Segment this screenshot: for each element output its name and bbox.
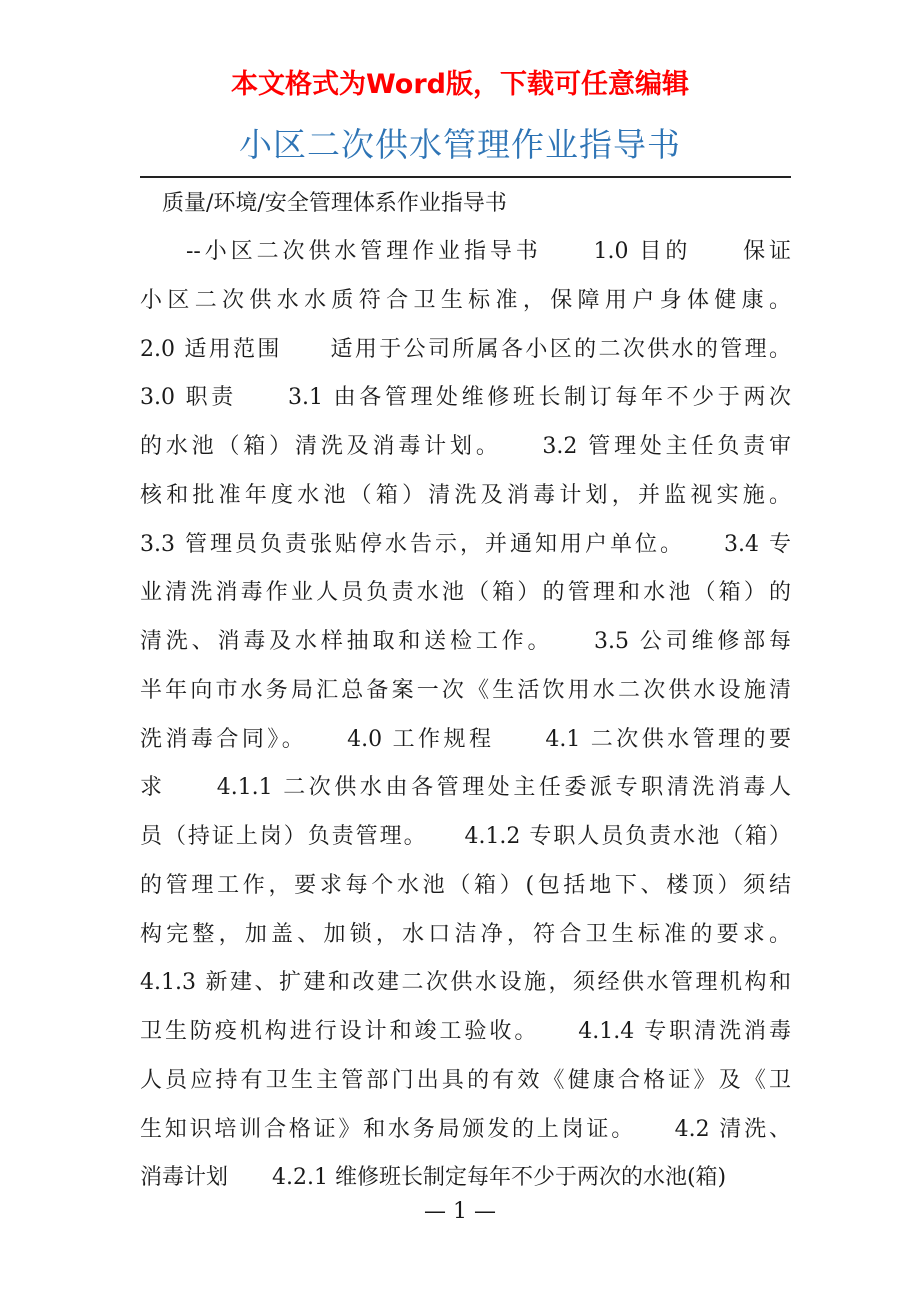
- body-line: 业清洗消毒作业人员负责水池（箱）的管理和水池（箱）的: [140, 580, 791, 606]
- document-title: 小区二次供水管理作业指导书: [239, 125, 681, 164]
- body-line: 2.0 适用范围 适用于公司所属各小区的二次供水的管理。: [140, 336, 791, 362]
- body-line: --小区二次供水管理作业指导书 1.0 目的 保证: [186, 239, 791, 264]
- format-notice-banner: 本文格式为Word版，下载可任意编辑: [230, 69, 689, 100]
- body-line: 核和批准年度水池（箱）清洗及消毒计划，并监视实施。: [140, 482, 791, 508]
- body-line: 清洗、消毒及水样抽取和送检工作。 3.5 公司维修部每: [140, 629, 791, 654]
- body-line: 半年向市水务局汇总备案一次《生活饮用水二次供水设施清: [140, 677, 791, 703]
- header-divider: [140, 176, 791, 178]
- body-line: 求 4.1.1 二次供水由各管理处主任委派专职清洗消毒人: [140, 775, 791, 801]
- page-number: — 1 —: [424, 1199, 496, 1224]
- body-text: [140, 228, 791, 1203]
- body-line: 洗消毒合同》。 4.0 工作规程 4.1 二次供水管理的要: [140, 726, 791, 752]
- body-line: 的管理工作，要求每个水池（箱）(包括地下、楼顶）须结: [140, 872, 791, 898]
- body-line: 生知识培训合格证》和水务局颁发的上岗证。 4.2 清洗、: [140, 1116, 791, 1142]
- body-line: 的水池（箱）清洗及消毒计划。 3.2 管理处主任负责审: [140, 434, 791, 459]
- body-line: 3.0 职责 3.1 由各管理处维修班长制订每年不少于两次: [140, 385, 791, 411]
- body-line: 卫生防疫机构进行设计和竣工验收。 4.1.4 专职清洗消毒: [140, 1019, 791, 1044]
- body-line: 4.1.3 新建、扩建和改建二次供水设施，须经供水管理机构和: [140, 970, 791, 996]
- body-line: 小区二次供水水质符合卫生标准，保障用户身体健康。: [140, 287, 791, 313]
- body-line: 消毒计划 4.2.1 维修班长制定每年不少于两次的水池(箱): [140, 1165, 727, 1191]
- body-line: 3.3 管理员负责张贴停水告示，并通知用户单位。 3.4 专: [140, 531, 791, 557]
- body-line: 构完整，加盖、加锁，水口洁净，符合卫生标准的要求。: [140, 921, 791, 947]
- body-line: 人员应持有卫生主管部门出具的有效《健康合格证》及《卫: [140, 1067, 791, 1093]
- body-line: 员（持证上岗）负责管理。 4.1.2 专职人员负责水池（箱）: [140, 824, 791, 849]
- system-subheader: 质量/环境/安全管理体系作业指导书: [162, 191, 507, 216]
